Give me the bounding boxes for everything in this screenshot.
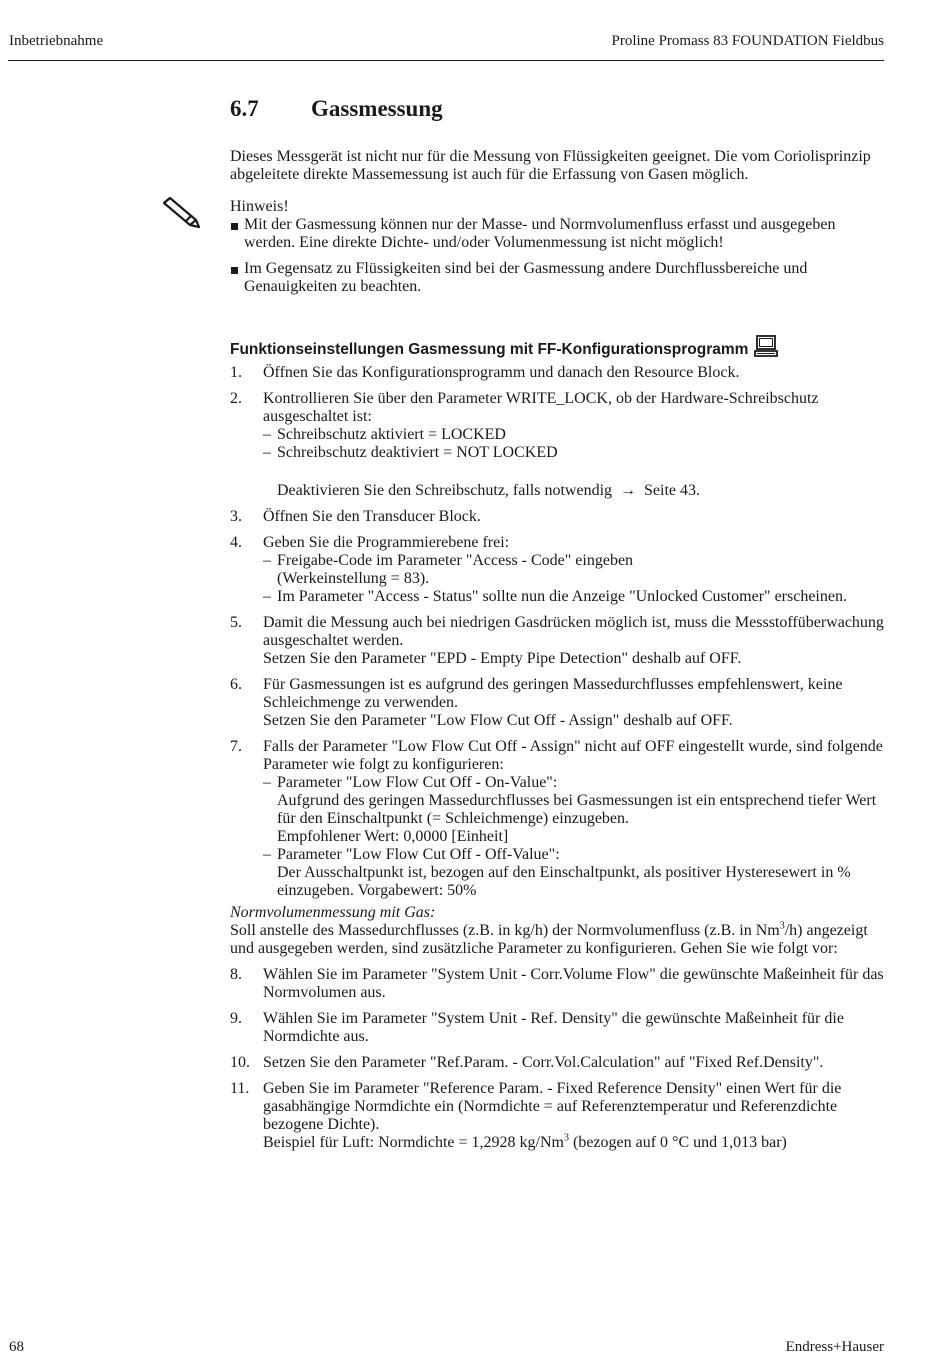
computer-icon <box>754 335 778 357</box>
step-text: Setzen Sie den Parameter "Ref.Param. - Corr.Vol.Calculation" auf "Fixed Ref.Density". <box>263 1054 824 1071</box>
section-number: 6.7 <box>230 96 259 121</box>
step-list <box>230 364 886 1160</box>
step-number: 6. <box>230 676 242 693</box>
step-text: Damit die Messung auch bei niedrigen Gasdrücken möglich ist, muss die Messstoffüberwachung ausgeschaltet werden. <box>263 614 884 649</box>
page-number: 68 <box>9 1339 24 1355</box>
step-item <box>230 738 886 900</box>
step-number: 10. <box>230 1054 250 1071</box>
step-number: 4. <box>230 534 242 551</box>
note-label: Hinweis! <box>230 198 289 215</box>
step-item <box>230 676 886 730</box>
step-text: Setzen Sie den Parameter "Low Flow Cut Off - Assign" deshalb auf OFF. <box>263 712 733 729</box>
note-block <box>230 198 886 296</box>
dash-item: – Parameter "Low Flow Cut Off - Off-Value": <box>263 846 560 863</box>
dash-continuation: Aufgrund des geringen Massedurchflusses bei Gasmessungen ist ein entsprechend tiefer Wert für den Einschaltpunkt (= Schleichmenge) einzugeben. <box>277 792 877 827</box>
dash-item: – Im Parameter "Access - Status" sollte nun die Anzeige "Unlocked Customer" erscheinen. <box>263 588 847 605</box>
dash-item: – Parameter "Low Flow Cut Off - On-Value": <box>263 774 558 791</box>
dash-item: – Schreibschutz aktiviert = LOCKED <box>263 426 506 443</box>
step-text: Geben Sie die Programmierebene frei: <box>263 534 510 551</box>
step-text: Setzen Sie den Parameter "EPD - Empty Pipe Detection" deshalb auf OFF. <box>263 650 742 667</box>
dash-item: – Schreibschutz deaktiviert = NOT LOCKED <box>263 444 558 461</box>
step-text: Wählen Sie im Parameter "System Unit - Ref. Density" die gewünschte Maßeinheit für die Normdichte aus. <box>263 1010 844 1045</box>
step-item <box>230 1010 886 1046</box>
step-item <box>230 508 886 526</box>
step-number: 1. <box>230 364 242 381</box>
header-divider <box>8 60 884 61</box>
subheading-text: Funktionseinstellungen Gasmessung mit FF-Konfigurationsprogramm <box>230 341 749 358</box>
note-bullet <box>230 260 886 296</box>
note-bullet <box>230 216 886 252</box>
norm-paragraph: Soll anstelle des Massedurchflusses (z.B. in kg/h) der Normvolumenfluss (z.B. in Nm$^3$/h) angezeigt und ausgegeben werden, sind zusätzliche Parameter zu konfigurieren. Gehen Sie wie folgt vor: <box>230 920 868 957</box>
arrow-right-icon: → <box>620 482 637 499</box>
dash-continuation: Empfohlener Wert: 0,0000 [Einheit] <box>277 828 509 845</box>
header-product: Proline Promass 83 FOUNDATION Fieldbus <box>611 33 884 49</box>
norm-subtitle: Normvolumenmessung mit Gas: <box>230 904 436 921</box>
step-item <box>230 1054 886 1072</box>
step-number: 2. <box>230 390 242 407</box>
dash-item: – Freigabe-Code im Parameter "Access - Code" eingeben <box>263 552 634 569</box>
step-item <box>230 1080 886 1152</box>
bullet-square-icon <box>231 223 238 230</box>
step-text: Kontrollieren Sie über den Parameter WRITE_LOCK, ob der Hardware-Schreibschutz ausgeschaltet ist: <box>263 390 819 425</box>
step-number: 8. <box>230 966 242 983</box>
note-bullet-text: Mit der Gasmessung können nur der Masse- und Normvolumenfluss erfasst und ausgegeben werden. Eine direkte Dichte- und/oder Volumenmessung ist nicht möglich! <box>244 216 836 251</box>
step-text: Wählen Sie im Parameter "System Unit - Corr.Volume Flow" die gewünschte Maßeinheit für das Normvolumen aus. <box>263 966 884 1001</box>
step-number: 11. <box>230 1080 250 1097</box>
step-item <box>230 534 886 606</box>
step-item <box>230 614 886 668</box>
dash-continuation: (Werkeinstellung = 83). <box>277 570 430 587</box>
page-link[interactable]: Seite 43. <box>644 482 701 499</box>
step-item <box>230 364 886 382</box>
dash-continuation: Der Ausschaltpunkt ist, bezogen auf den Einschaltpunkt, als positiver Hysteresewert in % einzugeben. Vorgabewert: 50% <box>277 864 851 899</box>
section-title-text: Gassmessung <box>311 96 443 121</box>
step-number: 7. <box>230 738 242 755</box>
step-item <box>230 966 886 1002</box>
step-text: Öffnen Sie den Transducer Block. <box>263 508 481 525</box>
section-title <box>230 96 443 122</box>
step-text: Geben Sie im Parameter "Reference Param. - Fixed Reference Density" einen Wert für die gasabhängige Normdichte ein (Normdichte = auf Referenztemperatur und Referenzdichte bezogene Dichte). <box>263 1080 842 1133</box>
step-number: 5. <box>230 614 242 631</box>
step-number: 9. <box>230 1010 242 1027</box>
cross-reference: Deaktivieren Sie den Schreibschutz, falls notwendig → Seite 43. <box>277 482 701 499</box>
note-bullet-text: Im Gegensatz zu Flüssigkeiten sind bei der Gasmessung andere Durchflussbereiche und Genauigkeiten zu beachten. <box>244 260 808 295</box>
bullet-square-icon <box>231 267 238 274</box>
step-text: Falls der Parameter "Low Flow Cut Off - Assign" nicht auf OFF eingestellt wurde, sind folgende Parameter wie folgt zu konfigurieren: <box>263 738 883 773</box>
step-text: Öffnen Sie das Konfigurationsprogramm und danach den Resource Block. <box>263 364 740 381</box>
step-text: Für Gasmessungen ist es aufgrund des geringen Massedurchflusses empfehlenswert, keine Schleichmenge zu verwenden. <box>263 676 843 711</box>
step-item <box>230 390 886 500</box>
step-number: 3. <box>230 508 242 525</box>
intro-paragraph: Dieses Messgerät ist nicht nur für die Messung von Flüssigkeiten geeignet. Die vom Coriolisprinzip abgeleitete direkte Massemessung ist auch für die Erfassung von Gasen möglich. <box>230 148 871 183</box>
example-line: Beispiel für Luft: Normdichte = 1,2928 kg/Nm$^3$ (bezogen auf 0 °C und 1,013 bar) <box>263 1132 787 1151</box>
footer-brand: Endress+Hauser <box>785 1339 884 1355</box>
subheading <box>230 335 778 359</box>
header-chapter: Inbetriebnahme <box>9 33 104 49</box>
pencil-note-icon <box>160 194 200 228</box>
